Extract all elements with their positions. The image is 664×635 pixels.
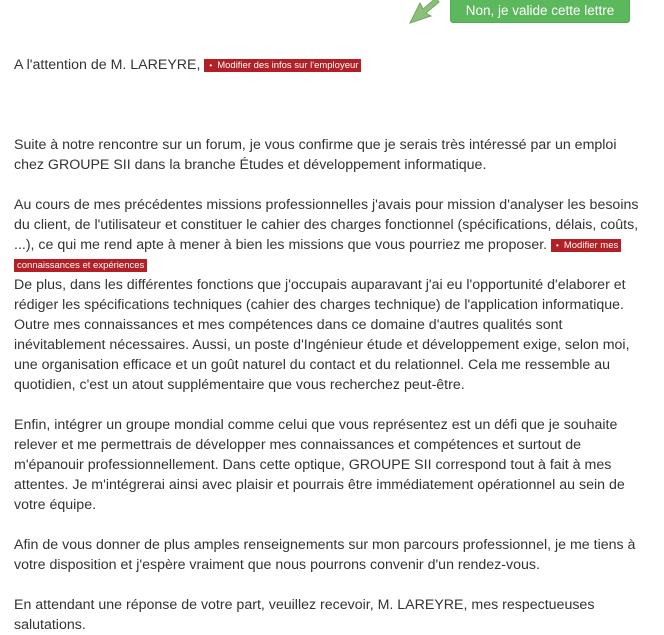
paragraph-motivation: Enfin, intégrer un groupe mondial comme celui que vous représentez est un défi que je souhaite relever et me permettrais de développer mes connaissances et compétences et surtout de m'épanouir professionnellement. Dans cette optique, GROUPE SII correspond tout à fait à mes attentes. Je m'intégrerai ainsi avec plaisir et pourrais être immédiatement opérationnel au sein de votre équipe. — [14, 417, 625, 513]
salutation-line — [14, 55, 650, 75]
paragraph-availability: Afin de vous donner de plus amples renseignements sur mon parcours professionnel, je me tiens à votre disposition et j'espère vraiment que nous pourrons convenir d'un rendez-vous. — [14, 537, 636, 573]
bullet-icon: • — [209, 61, 213, 70]
cover-letter — [14, 55, 650, 635]
bullet-icon: • — [556, 241, 559, 250]
paragraph-intro: Suite à notre rencontre sur un forum, je vous confirme que je serais très intéressé par un emploi chez GROUPE SII dans la branche Études et développement informatique. — [14, 137, 617, 173]
salutation-text: A l'attention de M. LAREYRE, — [14, 57, 201, 73]
paragraph-functions: De plus, dans les différentes fonctions que j'occupais auparavant j'ai eu l'opportunité d'elaborer et rédiger les spécifications techniques (cahier des charges technique) de l'application informatique. Outre mes connaissances et mes compétences dans ce domaine d'autres qualités sont inévitablement nécessaires. Aussi, un poste d'Ingénieur étude et développement exige, selon moi, une organisation efficace et un goût naturel du contact et du relationnel. Cela me ressemble au quotidien, c'est un atout supplémentaire que vous recherchez peut-être. — [14, 277, 630, 393]
paragraph-experience-text: Au cours de mes précédentes missions professionnelles j'avais pour mission d'analyser les besoins du client, de l'utilisateur et constituer le cahier des charges fonctionnel (spécifications, délais, coûts, ...), ce qui me rend apte à mener à bien les missions que vous pourriez me proposer. — [14, 197, 639, 253]
paragraph-experience — [14, 195, 650, 275]
validate-letter-button[interactable]: Non, je valide cette lettre — [450, 0, 630, 23]
green-arrow-icon — [406, 0, 440, 26]
edit-skills-label: Modifier mes connaissances et expériences — [17, 240, 619, 271]
paragraph-closing: En attendant une réponse de votre part, veuillez recevoir, M. LAREYRE, mes respectueuses salutations. — [14, 597, 595, 633]
edit-employer-link[interactable] — [204, 59, 361, 72]
edit-employer-label: Modifier des infos sur l'employeur — [217, 60, 359, 71]
